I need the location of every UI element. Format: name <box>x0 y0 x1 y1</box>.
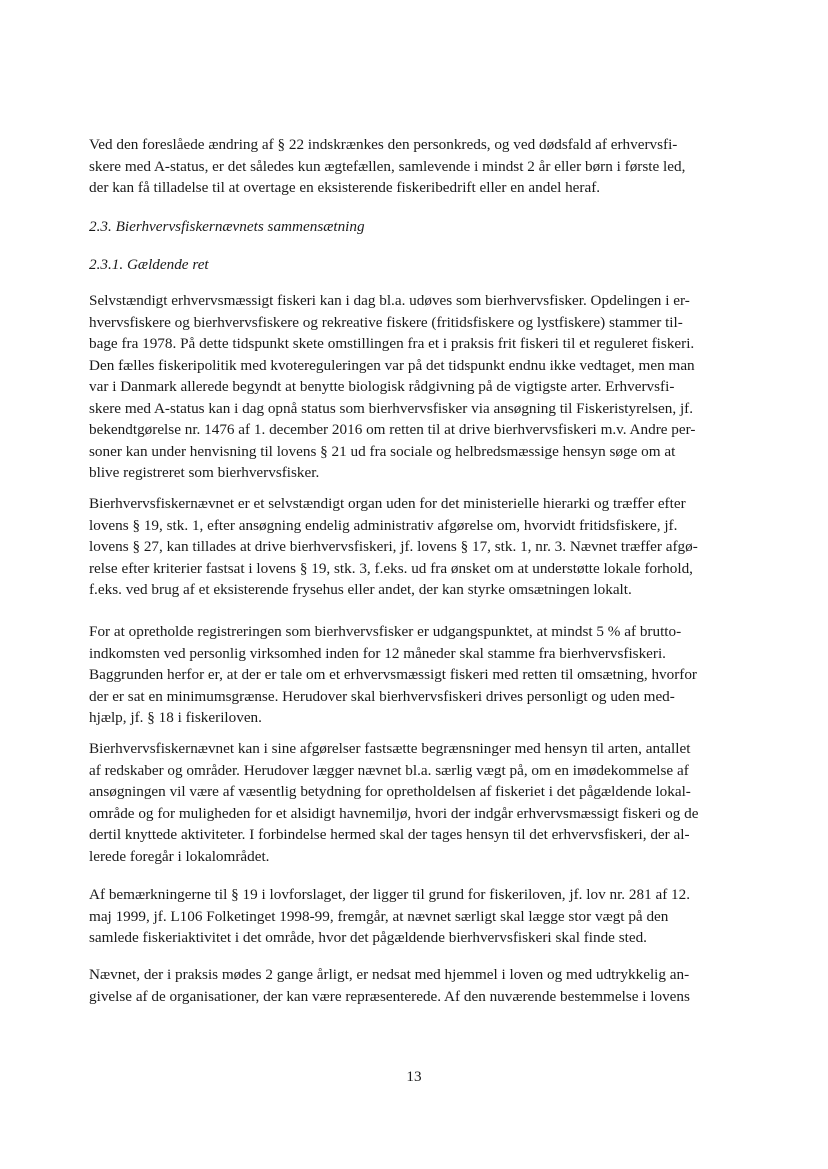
text-line: soner kan under henvisning til lovens § 21 ud fra sociale og helbredsmæssige hensyn søge om at <box>89 442 676 460</box>
text-line: bekendtgørelse nr. 1476 af 1. december 2016 om retten til at drive bierhvervsfiskeri m.v. Andre per- <box>89 421 696 438</box>
text-line: Af bemærkningerne til § 19 i lovforslaget, der ligger til grund for fiskeriloven, jf. lov nr. 281 af 12. <box>89 886 691 903</box>
paragraph-intro <box>89 134 741 199</box>
paragraph-bemaerkninger <box>89 884 741 949</box>
text-line: ansøgningen vil være af væsentlig betydning for opretholdelsen af fiskeriet i det pågældende lokal- <box>89 783 691 800</box>
text-line: f.eks. ved brug af et eksisterende frysehus eller andet, der kan styrke omsætningen lokalt. <box>89 581 632 598</box>
text-line: Bierhvervsfiskernævnet er et selvstændigt organ uden for det ministerielle hierarki og træffer efter <box>89 495 686 512</box>
text-line: hjælp, jf. § 18 i fiskeriloven. <box>89 709 262 726</box>
text-line: blive registreret som bierhvervsfisker. <box>89 464 320 481</box>
text-line: af redskaber og områder. Herudover lægger nævnet bl.a. særlig vægt på, om en imødekommelse af <box>89 761 689 779</box>
text-line: givelse af de organisationer, der kan være repræsenterede. Af den nuværende bestemmelse i lovens <box>89 987 690 1005</box>
text-line: Bierhvervsfiskernævnet kan i sine afgørelser fastsætte begrænsninger med hensyn til arten, antallet <box>89 740 691 757</box>
text-line: Selvstændigt erhvervsmæssigt fiskeri kan i dag bl.a. udøves som bierhvervsfisker. Opdelingen i er- <box>89 292 690 309</box>
page-number: 13 <box>406 1068 422 1085</box>
text-line: indkomsten ved personlig virksomhed inden for 12 måneder skal stamme fra bierhvervsfiskeri. <box>89 644 666 662</box>
text-line: der er sat en minimumsgrænse. Herudover skal bierhvervsfiskeri drives personligt og uden med- <box>89 687 675 705</box>
text-line: var i Danmark allerede begyndt at benytte biologisk rådgivning på de vigtigste arter. Erhvervsfi- <box>89 378 675 395</box>
text-line: Nævnet, der i praksis mødes 2 gange årligt, er nedsat med hjemmel i loven og med udtrykkelig an- <box>89 966 690 983</box>
text-line: maj 1999, jf. L106 Folketinget 1998-99, fremgår, at nævnet særligt skal lægge stor vægt på den <box>89 907 669 925</box>
text-line: lovens § 27, kan tillades at drive bierhvervsfiskeri, jf. lovens § 17, stk. 1, nr. 3. Nævnet træffer afgø- <box>89 538 698 555</box>
section-heading: 2.3. Bierhvervsfiskernævnets sammensætning <box>89 218 365 235</box>
paragraph-begraensninger <box>89 738 741 867</box>
text-line: der kan få tilladelse til at overtage en eksisterende fiskeribedrift eller en andel heraf. <box>89 179 601 196</box>
text-line: relse efter kriterier fastsat i lovens § 19, stk. 3, f.eks. ud fra ønsket om at understøtte lokale forhold, <box>89 559 693 577</box>
text-line: bage fra 1978. På dette tidspunkt skete omstillingen fra et i praksis frit fiskeri til et reguleret fiskeri. <box>89 335 695 352</box>
text-line: Ved den foreslåede ændring af § 22 indskrænkes den personkreds, og ved dødsfald af erhvervsfi- <box>89 136 678 153</box>
paragraph-naevnet-organ <box>89 493 741 601</box>
text-line: Den fælles fiskeripolitik med kvotereguleringen var på det tidspunkt endnu ikke vedtaget, men man <box>89 356 695 374</box>
text-line: samlede fiskeriaktivitet i det område, hvor det pågældende bierhvervsfiskeri skal finde sted. <box>89 929 647 946</box>
text-line: dertil knyttede aktiviteter. I forbindelse hermed skal der tages hensyn til det erhvervsfiskeri, der al- <box>89 826 690 843</box>
paragraph-naevnet-moedes <box>89 964 741 1007</box>
text-line: lerede foregår i lokalområdet. <box>89 847 270 865</box>
text-line: lovens § 19, stk. 1, efter ansøgning endelig administrativ afgørelse om, hvorvidt fritidsfiskere, jf. <box>89 516 678 534</box>
text-line: skere med A-status kan i dag opnå status som bierhvervsfisker via ansøgning til Fiskeristyrelsen, jf. <box>89 399 694 417</box>
text-line: område og for muligheden for et alsidigt havnemiljø, hvori der indgår erhvervsmæssigt fiskeri og de <box>89 804 699 822</box>
paragraph-registrering <box>89 621 741 729</box>
text-line: skere med A-status, er det således kun ægtefællen, samlevende i mindst 2 år eller børn i første led, <box>89 157 686 175</box>
subsection-heading: 2.3.1. Gældende ret <box>89 256 209 273</box>
paragraph-selvstaendigt <box>89 290 741 484</box>
text-line: hvervsfiskere og bierhvervsfiskere og rekreative fiskere (fritidsfiskere og lystfiskere) stammer til- <box>89 313 683 331</box>
text-line: Baggrunden herfor er, at der er tale om et erhvervsmæssigt fiskeri med retten til omsætning, hvorfor <box>89 666 697 683</box>
text-line: For at opretholde registreringen som bierhvervsfisker er udgangspunktet, at mindst 5 % af brutto- <box>89 623 682 640</box>
